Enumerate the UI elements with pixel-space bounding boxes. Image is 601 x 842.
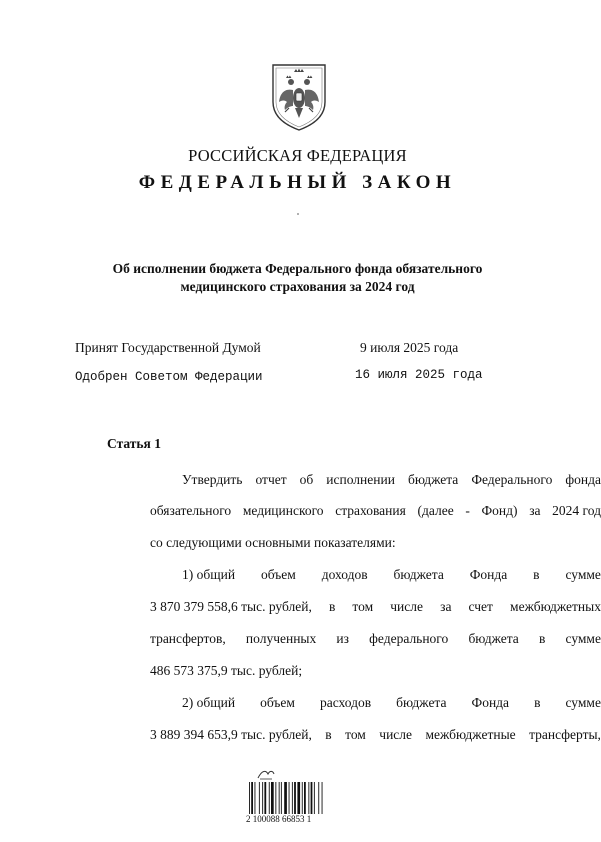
article-word: Фонда	[471, 695, 510, 710]
law-title-line: медицинского страхования за 2024 год	[180, 279, 415, 294]
barcode-bar	[322, 782, 323, 814]
barcode-bar	[289, 782, 290, 814]
article-word: за	[529, 503, 541, 518]
article-line	[150, 535, 601, 551]
barcode-bar	[251, 782, 253, 814]
article-line-text	[150, 631, 601, 647]
article-word: в	[325, 727, 332, 742]
article-word: трансфертов,	[150, 631, 226, 646]
article-word: сумме	[565, 631, 601, 646]
barcode	[248, 768, 348, 828]
article-word: том	[352, 599, 374, 614]
russian-coat-of-arms-icon	[270, 62, 328, 132]
article-word: -	[465, 503, 470, 518]
article-heading: Статья 1	[107, 436, 161, 451]
barcode-bar	[249, 782, 250, 814]
article-line-text	[150, 503, 601, 519]
article-word: медицинского	[242, 503, 324, 518]
barcode-bar	[304, 782, 306, 814]
barcode-bar	[292, 782, 293, 814]
article-word: Фонда	[469, 567, 508, 582]
article-line	[150, 663, 601, 679]
barcode-bar	[314, 782, 315, 814]
law-title-line: Об исполнении бюджета Федерального фонда обязательного	[112, 261, 483, 276]
article-word: бюджета	[407, 472, 459, 487]
article-word: том	[345, 727, 366, 742]
barcode-bar	[294, 782, 296, 814]
barcode-bar	[281, 782, 282, 814]
barcode-bar	[259, 782, 260, 814]
article-word: в	[328, 599, 336, 614]
article-word: межбюджетные	[425, 727, 516, 742]
article-word: объем	[260, 695, 295, 710]
article-word: со следующими основными показателями:	[150, 535, 396, 550]
barcode-bar	[264, 782, 266, 814]
article-line	[150, 503, 601, 519]
article-word: сумме	[565, 695, 601, 710]
article-line	[182, 695, 601, 711]
article-word: 3 889 394 653,9 тыс. рублей,	[150, 727, 312, 742]
article-word: числе	[379, 727, 413, 742]
article-word: счет	[468, 599, 493, 614]
barcode-bar	[302, 782, 303, 814]
article-word: страхования	[335, 503, 406, 518]
duma-logo-icon	[256, 768, 276, 780]
article-word: об	[299, 472, 314, 487]
article-word: Утвердить	[182, 472, 243, 487]
barcode-bar	[308, 782, 309, 814]
article-word: 486 573 375,9 тыс. рублей;	[150, 663, 303, 678]
article-line	[150, 727, 601, 743]
barcode-bar	[311, 782, 313, 814]
article-word: Федерального	[471, 472, 553, 487]
article-line	[182, 567, 601, 583]
article-word: бюджета	[468, 631, 519, 646]
law-title	[60, 260, 535, 296]
article-word: исполнении	[326, 472, 395, 487]
duma-adoption-label: Принят Государственной Думой	[75, 340, 261, 355]
article-word: полученных	[245, 631, 317, 646]
council-approval-date: 16 июля 2025 года	[355, 368, 483, 382]
article-word: за	[440, 599, 452, 614]
decorative-dot	[297, 213, 299, 215]
article-word: 1) общий	[182, 567, 236, 582]
article-word: фонда	[565, 472, 601, 487]
article-word: объем	[261, 567, 296, 582]
article-word: бюджета	[396, 695, 447, 710]
barcode-number: 2 100088 66853 1	[246, 814, 312, 824]
barcode-bar	[318, 782, 319, 814]
article-line-text	[182, 567, 601, 583]
article-word: в	[538, 631, 546, 646]
barcode-bar	[297, 782, 300, 814]
article-word: (далее	[417, 503, 454, 518]
article-line-text	[182, 695, 601, 711]
article-word: 2024 год	[552, 503, 601, 518]
article-word: расходов	[319, 695, 372, 710]
article-word: бюджета	[393, 567, 444, 582]
barcode-bar	[275, 782, 276, 814]
barcode-bar	[284, 782, 287, 814]
article-word: числе	[390, 599, 424, 614]
article-line	[150, 631, 601, 647]
article-line	[150, 599, 601, 615]
barcode-icon	[248, 782, 348, 814]
article-word: 2) общий	[182, 695, 236, 710]
country-name: РОССИЙСКАЯ ФЕДЕРАЦИЯ	[188, 146, 407, 165]
article-word: межбюджетных	[510, 599, 601, 614]
duma-adoption-date: 9 июля 2025 года	[360, 340, 459, 355]
article-word: доходов	[321, 567, 368, 582]
barcode-bar	[262, 782, 263, 814]
article-word: в	[534, 695, 541, 710]
article-word: трансферты,	[529, 727, 601, 742]
article-line-text	[150, 599, 601, 615]
article-line	[182, 472, 601, 488]
article-line-text	[182, 472, 601, 488]
barcode-bar	[269, 782, 270, 814]
article-word: Фонд)	[481, 503, 518, 518]
article-word: обязательного	[150, 503, 232, 518]
article-line-text	[150, 663, 601, 679]
article-line-text	[150, 727, 601, 743]
barcode-bar	[255, 782, 256, 814]
barcode-bar	[271, 782, 274, 814]
council-approval-label: Одобрен Советом Федерации	[75, 370, 263, 384]
article-word: в	[533, 567, 540, 582]
article-line-text	[150, 535, 601, 551]
article-word: из	[336, 631, 349, 646]
article-word: федерального	[369, 631, 449, 646]
article-word: сумме	[565, 567, 601, 582]
document-type: ФЕДЕРАЛЬНЫЙ ЗАКОН	[138, 172, 457, 193]
barcode-bar	[279, 782, 280, 814]
article-word: отчет	[255, 472, 287, 487]
article-word: 3 870 379 558,6 тыс. рублей,	[150, 599, 312, 614]
